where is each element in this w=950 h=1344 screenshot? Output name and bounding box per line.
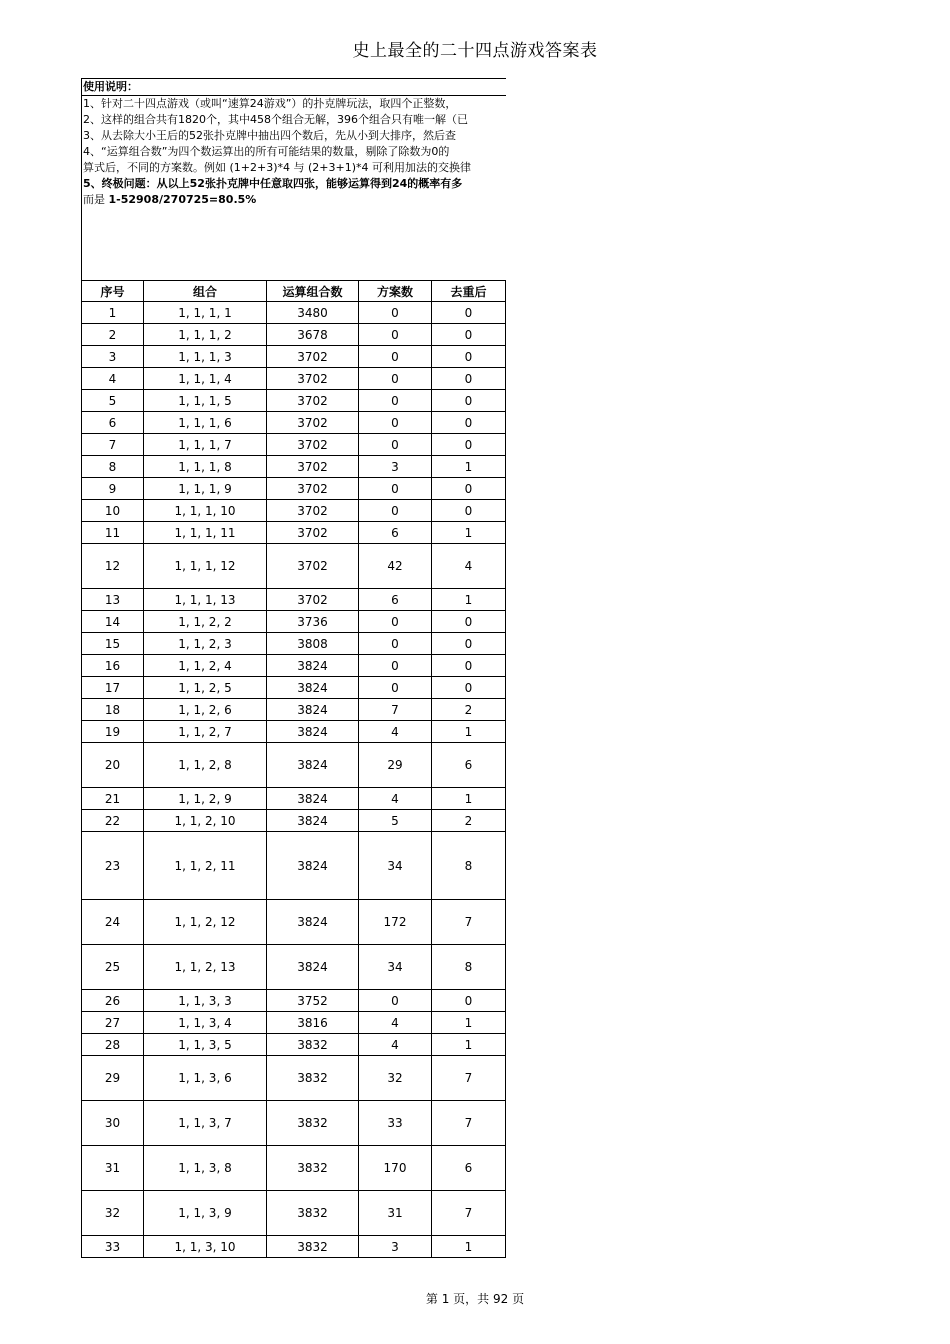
cell-solution-count: 0 [359, 368, 432, 390]
cell-combination: 1, 1, 1, 1 [144, 302, 267, 324]
cell-operation-count: 3832 [267, 1101, 359, 1146]
page-footer: 第 1 页，共 92 页 [425, 1292, 525, 1306]
cell-solution-count: 4 [359, 1012, 432, 1034]
header-dedup-count: 去重后 [432, 281, 506, 302]
cell-combination: 1, 1, 2, 5 [144, 677, 267, 699]
cell-operation-count: 3832 [267, 1191, 359, 1236]
notes-line-4: 4、“运算组合数”为四个数运算出的所有可能结果的数量，剔除了除数为0的 [83, 145, 450, 158]
cell-index: 11 [82, 522, 144, 544]
cell-combination: 1, 1, 1, 10 [144, 500, 267, 522]
cell-index: 23 [82, 832, 144, 900]
table-row [82, 1034, 506, 1056]
cell-combination: 1, 1, 3, 10 [144, 1236, 267, 1258]
cell-operation-count: 3832 [267, 1056, 359, 1101]
cell-index: 9 [82, 478, 144, 500]
cell-index: 1 [82, 302, 144, 324]
notes-answer-value: 1-52908/270725=80.5% [108, 193, 257, 206]
cell-index: 27 [82, 1012, 144, 1034]
cell-combination: 1, 1, 3, 8 [144, 1146, 267, 1191]
cell-operation-count: 3824 [267, 677, 359, 699]
cell-solution-count: 170 [359, 1146, 432, 1191]
table-row [82, 324, 506, 346]
cell-index: 12 [82, 544, 144, 589]
notes-line-1: 1、针对二十四点游戏（或叫“速算24游戏”）的扑克牌玩法，取四个正整数， [83, 97, 457, 110]
table-body [82, 302, 506, 1258]
cell-index: 19 [82, 721, 144, 743]
cell-combination: 1, 1, 1, 7 [144, 434, 267, 456]
cell-operation-count: 3824 [267, 743, 359, 788]
cell-dedup-count: 0 [432, 655, 506, 677]
cell-combination: 1, 1, 1, 13 [144, 589, 267, 611]
cell-dedup-count: 2 [432, 810, 506, 832]
table-row [82, 544, 506, 589]
cell-solution-count: 29 [359, 743, 432, 788]
answer-table [81, 280, 506, 1258]
cell-index: 7 [82, 434, 144, 456]
cell-index: 6 [82, 412, 144, 434]
cell-dedup-count: 0 [432, 633, 506, 655]
cell-solution-count: 0 [359, 677, 432, 699]
table-row [82, 456, 506, 478]
header-solution-count: 方案数 [359, 281, 432, 302]
notes-line-3: 3、从去除大小王后的52张扑克牌中抽出四个数后，先从小到大排序，然后查 [83, 129, 456, 142]
cell-dedup-count: 7 [432, 1191, 506, 1236]
table-row [82, 945, 506, 990]
cell-combination: 1, 1, 1, 11 [144, 522, 267, 544]
cell-solution-count: 0 [359, 412, 432, 434]
cell-dedup-count: 0 [432, 302, 506, 324]
table-row [82, 633, 506, 655]
cell-operation-count: 3702 [267, 456, 359, 478]
cell-solution-count: 34 [359, 945, 432, 990]
header-combination: 组合 [144, 281, 267, 302]
cell-operation-count: 3808 [267, 633, 359, 655]
cell-operation-count: 3832 [267, 1236, 359, 1258]
notes-answer-prefix: 而是 [83, 193, 109, 206]
cell-index: 14 [82, 611, 144, 633]
table-row [82, 810, 506, 832]
page-title: 史上最全的二十四点游戏答案表 [352, 41, 598, 61]
cell-combination: 1, 1, 1, 8 [144, 456, 267, 478]
cell-combination: 1, 1, 3, 3 [144, 990, 267, 1012]
cell-combination: 1, 1, 1, 6 [144, 412, 267, 434]
cell-solution-count: 4 [359, 721, 432, 743]
cell-operation-count: 3702 [267, 589, 359, 611]
cell-index: 24 [82, 900, 144, 945]
cell-operation-count: 3702 [267, 478, 359, 500]
cell-solution-count: 31 [359, 1191, 432, 1236]
cell-solution-count: 4 [359, 788, 432, 810]
cell-operation-count: 3702 [267, 412, 359, 434]
cell-operation-count: 3824 [267, 721, 359, 743]
cell-solution-count: 4 [359, 1034, 432, 1056]
cell-dedup-count: 1 [432, 456, 506, 478]
header-index: 序号 [82, 281, 144, 302]
cell-combination: 1, 1, 1, 12 [144, 544, 267, 589]
cell-dedup-count: 0 [432, 390, 506, 412]
cell-index: 2 [82, 324, 144, 346]
table-row [82, 900, 506, 945]
cell-solution-count: 5 [359, 810, 432, 832]
cell-dedup-count: 0 [432, 434, 506, 456]
cell-dedup-count: 6 [432, 743, 506, 788]
cell-operation-count: 3824 [267, 810, 359, 832]
cell-index: 18 [82, 699, 144, 721]
cell-combination: 1, 1, 1, 4 [144, 368, 267, 390]
cell-solution-count: 0 [359, 655, 432, 677]
notes-question-label: 5、终极问题： [83, 177, 157, 190]
cell-solution-count: 6 [359, 522, 432, 544]
cell-dedup-count: 1 [432, 1012, 506, 1034]
notes-question [82, 176, 506, 192]
cell-combination: 1, 1, 1, 2 [144, 324, 267, 346]
cell-solution-count: 42 [359, 544, 432, 589]
cell-combination: 1, 1, 3, 7 [144, 1101, 267, 1146]
cell-index: 29 [82, 1056, 144, 1101]
cell-solution-count: 7 [359, 699, 432, 721]
cell-operation-count: 3824 [267, 945, 359, 990]
cell-dedup-count: 1 [432, 1236, 506, 1258]
cell-operation-count: 3702 [267, 522, 359, 544]
cell-combination: 1, 1, 2, 9 [144, 788, 267, 810]
cell-dedup-count: 2 [432, 699, 506, 721]
cell-operation-count: 3480 [267, 302, 359, 324]
cell-index: 4 [82, 368, 144, 390]
cell-dedup-count: 8 [432, 832, 506, 900]
table-row [82, 1101, 506, 1146]
cell-operation-count: 3824 [267, 655, 359, 677]
cell-dedup-count: 7 [432, 1056, 506, 1101]
cell-solution-count: 33 [359, 1101, 432, 1146]
cell-operation-count: 3702 [267, 390, 359, 412]
cell-combination: 1, 1, 3, 4 [144, 1012, 267, 1034]
cell-combination: 1, 1, 3, 5 [144, 1034, 267, 1056]
cell-index: 20 [82, 743, 144, 788]
table-row [82, 346, 506, 368]
cell-operation-count: 3816 [267, 1012, 359, 1034]
table-row [82, 434, 506, 456]
table-row [82, 677, 506, 699]
table-row [82, 302, 506, 324]
cell-operation-count: 3702 [267, 434, 359, 456]
cell-index: 32 [82, 1191, 144, 1236]
cell-dedup-count: 4 [432, 544, 506, 589]
cell-operation-count: 3824 [267, 788, 359, 810]
cell-dedup-count: 6 [432, 1146, 506, 1191]
cell-dedup-count: 8 [432, 945, 506, 990]
table-row [82, 655, 506, 677]
table-row [82, 478, 506, 500]
cell-solution-count: 0 [359, 324, 432, 346]
cell-dedup-count: 1 [432, 788, 506, 810]
cell-operation-count: 3832 [267, 1034, 359, 1056]
notes-line-5: 算式后，不同的方案数。例如 (1+2+3)*4 与 (2+3+1)*4 可利用加法的交换律 [83, 161, 472, 174]
cell-combination: 1, 1, 2, 6 [144, 699, 267, 721]
cell-solution-count: 34 [359, 832, 432, 900]
cell-dedup-count: 0 [432, 346, 506, 368]
table-row [82, 368, 506, 390]
cell-combination: 1, 1, 3, 6 [144, 1056, 267, 1101]
table-row [82, 522, 506, 544]
cell-index: 22 [82, 810, 144, 832]
cell-solution-count: 0 [359, 478, 432, 500]
table-row [82, 1191, 506, 1236]
cell-combination: 1, 1, 2, 4 [144, 655, 267, 677]
table-row [82, 500, 506, 522]
cell-index: 26 [82, 990, 144, 1012]
cell-solution-count: 0 [359, 990, 432, 1012]
cell-solution-count: 0 [359, 434, 432, 456]
cell-solution-count: 0 [359, 633, 432, 655]
cell-operation-count: 3678 [267, 324, 359, 346]
table-row [82, 589, 506, 611]
cell-solution-count: 0 [359, 346, 432, 368]
cell-solution-count: 0 [359, 302, 432, 324]
notes-line-2: 2、这样的组合共有1820个，其中458个组合无解，396个组合只有唯一解（已 [83, 113, 468, 126]
cell-combination: 1, 1, 2, 10 [144, 810, 267, 832]
cell-solution-count: 0 [359, 500, 432, 522]
cell-solution-count: 6 [359, 589, 432, 611]
cell-combination: 1, 1, 1, 5 [144, 390, 267, 412]
header-operation-count: 运算组合数 [267, 281, 359, 302]
cell-dedup-count: 7 [432, 900, 506, 945]
cell-operation-count: 3824 [267, 900, 359, 945]
table-header-row [82, 281, 506, 302]
cell-dedup-count: 0 [432, 611, 506, 633]
notes-question-text: 从以上52张扑克牌中任意取四张，能够运算得到24的概率有多 [156, 177, 463, 190]
cell-dedup-count: 1 [432, 721, 506, 743]
table-row [82, 611, 506, 633]
cell-combination: 1, 1, 2, 13 [144, 945, 267, 990]
cell-index: 15 [82, 633, 144, 655]
table-row [82, 1146, 506, 1191]
cell-index: 13 [82, 589, 144, 611]
cell-index: 31 [82, 1146, 144, 1191]
table-row [82, 832, 506, 900]
notes-heading: 使用说明： [82, 79, 506, 96]
cell-operation-count: 3702 [267, 500, 359, 522]
cell-solution-count: 172 [359, 900, 432, 945]
cell-operation-count: 3702 [267, 346, 359, 368]
cell-dedup-count: 1 [432, 522, 506, 544]
table-row [82, 1012, 506, 1034]
cell-dedup-count: 1 [432, 1034, 506, 1056]
cell-index: 28 [82, 1034, 144, 1056]
cell-solution-count: 32 [359, 1056, 432, 1101]
cell-index: 21 [82, 788, 144, 810]
table-row [82, 699, 506, 721]
cell-solution-count: 3 [359, 1236, 432, 1258]
cell-index: 16 [82, 655, 144, 677]
cell-operation-count: 3824 [267, 832, 359, 900]
cell-dedup-count: 0 [432, 324, 506, 346]
cell-combination: 1, 1, 2, 8 [144, 743, 267, 788]
cell-dedup-count: 0 [432, 368, 506, 390]
cell-combination: 1, 1, 2, 11 [144, 832, 267, 900]
cell-dedup-count: 0 [432, 412, 506, 434]
cell-operation-count: 3702 [267, 544, 359, 589]
table-row [82, 390, 506, 412]
cell-dedup-count: 0 [432, 990, 506, 1012]
cell-index: 25 [82, 945, 144, 990]
cell-operation-count: 3824 [267, 699, 359, 721]
table-row [82, 1236, 506, 1258]
notes-answer [82, 192, 506, 208]
cell-operation-count: 3832 [267, 1146, 359, 1191]
cell-dedup-count: 0 [432, 500, 506, 522]
table-row [82, 788, 506, 810]
table-row [82, 990, 506, 1012]
table-row [82, 721, 506, 743]
cell-combination: 1, 1, 3, 9 [144, 1191, 267, 1236]
cell-combination: 1, 1, 2, 7 [144, 721, 267, 743]
cell-index: 5 [82, 390, 144, 412]
cell-dedup-count: 0 [432, 677, 506, 699]
cell-index: 17 [82, 677, 144, 699]
table-row [82, 412, 506, 434]
cell-solution-count: 0 [359, 390, 432, 412]
cell-combination: 1, 1, 2, 12 [144, 900, 267, 945]
cell-index: 33 [82, 1236, 144, 1258]
cell-index: 3 [82, 346, 144, 368]
cell-dedup-count: 7 [432, 1101, 506, 1146]
cell-dedup-count: 1 [432, 589, 506, 611]
cell-solution-count: 0 [359, 611, 432, 633]
cell-index: 30 [82, 1101, 144, 1146]
cell-combination: 1, 1, 1, 3 [144, 346, 267, 368]
cell-combination: 1, 1, 2, 2 [144, 611, 267, 633]
table-row [82, 1056, 506, 1101]
cell-operation-count: 3752 [267, 990, 359, 1012]
cell-index: 8 [82, 456, 144, 478]
table-row [82, 743, 506, 788]
cell-combination: 1, 1, 2, 3 [144, 633, 267, 655]
cell-operation-count: 3702 [267, 368, 359, 390]
usage-notes [81, 78, 506, 280]
cell-index: 10 [82, 500, 144, 522]
cell-dedup-count: 0 [432, 478, 506, 500]
cell-operation-count: 3736 [267, 611, 359, 633]
cell-combination: 1, 1, 1, 9 [144, 478, 267, 500]
cell-solution-count: 3 [359, 456, 432, 478]
